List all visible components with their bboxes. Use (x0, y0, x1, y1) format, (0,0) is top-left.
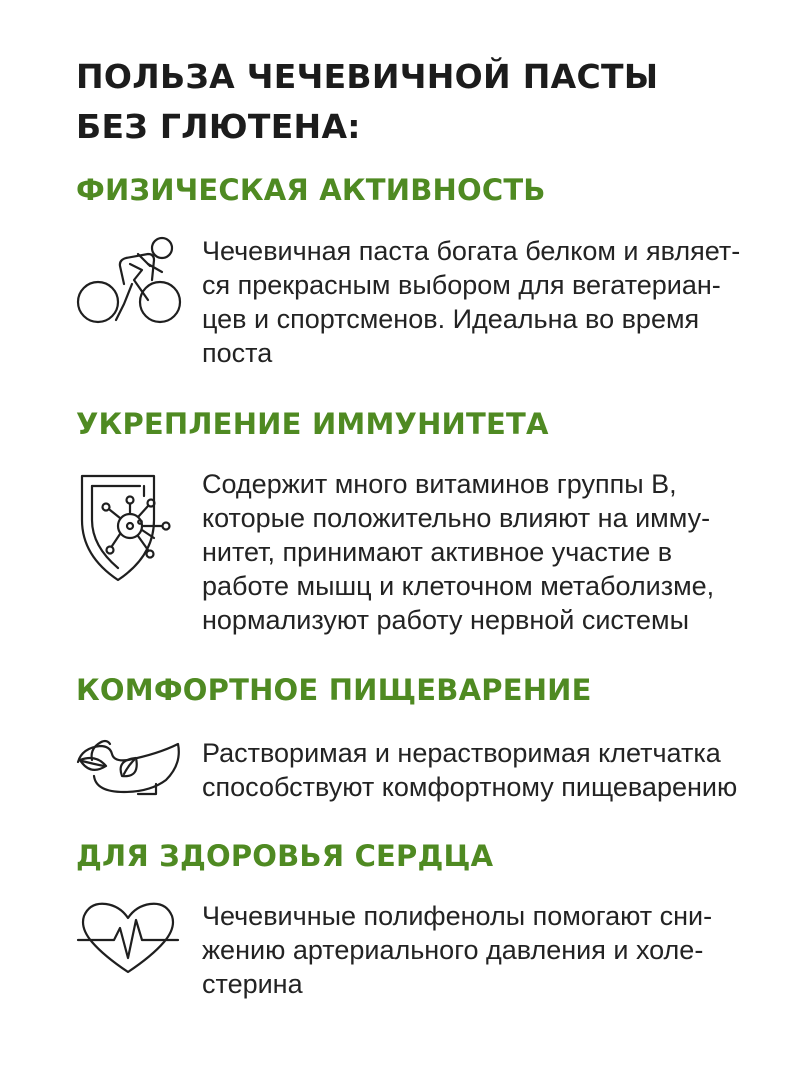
page-title-line-1: ПОЛЬЗА ЧЕЧЕВИЧНОЙ ПАСТЫ (76, 57, 659, 96)
page-title (76, 52, 756, 152)
section-text-digestion (202, 736, 782, 804)
shield-virus-icon (78, 470, 178, 586)
section-text-immunity (202, 467, 782, 637)
section-text-line: стерина (202, 969, 303, 999)
section-heading-heart: ДЛЯ ЗДОРОВЬЯ СЕРДЦА (76, 839, 494, 873)
section-text-line: Чечевичные полифенолы помогают сни- (202, 901, 713, 931)
section-text-line: работе мышц и клеточном метаболизме, (202, 571, 715, 601)
page-title-line-2: БЕЗ ГЛЮТЕНА: (76, 107, 361, 146)
section-text-line: поста (202, 338, 273, 368)
section-text-line: которые положительно влияют на имму- (202, 503, 711, 533)
section-text-line: Чечевичная паста богата белком и являет- (202, 236, 741, 266)
section-text-physical-activity (202, 234, 782, 370)
cyclist-icon (76, 234, 184, 326)
section-text-line: цев и спортсменов. Идеальна во время (202, 304, 700, 334)
section-text-heart (202, 899, 782, 1001)
section-text-line: нитет, принимают активное участие в (202, 537, 673, 567)
stomach-leaf-icon (76, 736, 184, 798)
section-heading-digestion: КОМФОРТНОЕ ПИЩЕВАРЕНИЕ (76, 673, 592, 707)
section-text-line: жению артериального давления и холе- (202, 935, 704, 965)
heart-pulse-icon (76, 900, 180, 976)
section-text-line: Содержит много витаминов группы В, (202, 469, 677, 499)
section-text-line: Растворимая и нерастворимая клетчатка (202, 738, 721, 768)
section-text-line: ся прекрасным выбором для вегатериан- (202, 270, 721, 300)
section-text-line: нормализуют работу нервной системы (202, 605, 689, 635)
section-heading-immunity: УКРЕПЛЕНИЕ ИММУНИТЕТА (76, 407, 549, 441)
section-heading-physical-activity: ФИЗИЧЕСКАЯ АКТИВНОСТЬ (76, 173, 546, 207)
section-text-line: способствуют комфортному пищеварению (202, 772, 738, 802)
